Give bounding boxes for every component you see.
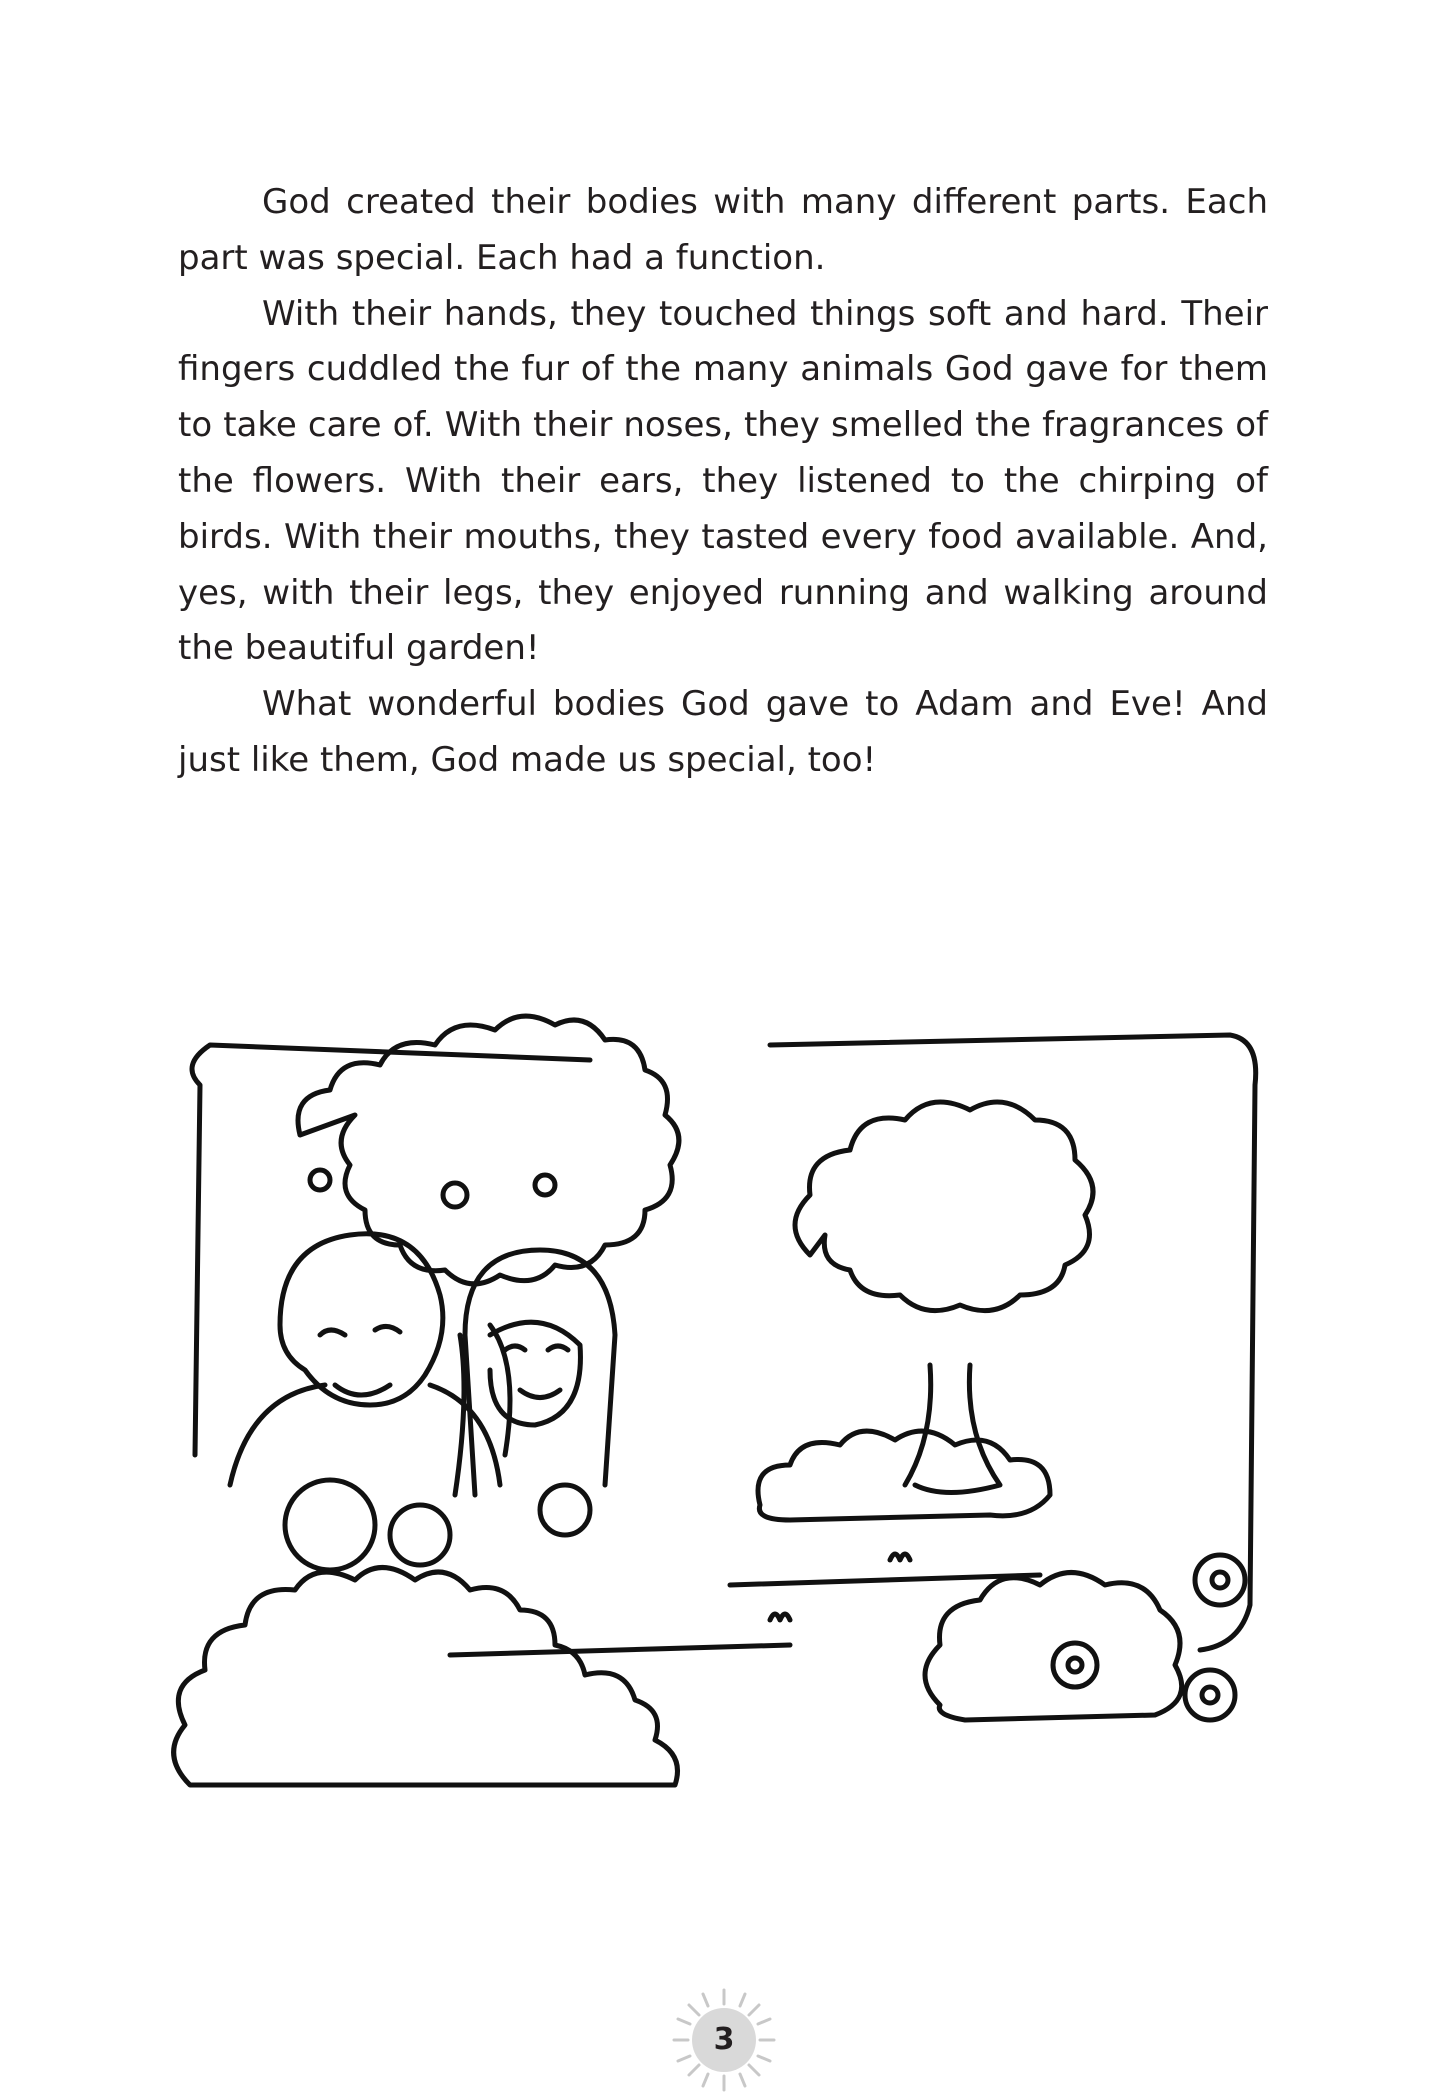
story-paragraph-3: What wonderful bodies God gave to Adam and Eve! And just like them, God made us special, too! bbox=[178, 684, 1268, 780]
foreground-bushes bbox=[174, 1568, 678, 1786]
page-number-wrapper bbox=[670, 1986, 778, 2094]
flower-1 bbox=[1053, 1643, 1097, 1687]
adam-figure bbox=[230, 1234, 500, 1570]
right-tree bbox=[795, 1102, 1093, 1493]
fruit bbox=[540, 1485, 590, 1535]
eve-figure bbox=[465, 1250, 615, 1535]
melon bbox=[285, 1480, 375, 1570]
garden-illustration bbox=[170, 795, 1290, 1995]
flower-3 bbox=[1185, 1670, 1235, 1720]
apple-3 bbox=[535, 1175, 555, 1195]
story-paragraph-2: With their hands, they touched things soft and hard. Their fingers cuddled the fur of the many animals God gave for them to take care of. With their noses, they smelled the fragrances of the flowers. With their ears, they listened to the chirping of birds. With their mouths, they tasted every food available. And, yes, with their legs, they enjoyed running and walking around the beautiful garden! bbox=[178, 293, 1268, 669]
apple-tree bbox=[298, 1016, 679, 1495]
story-paragraph-1: God created their bodies with many different parts. Each part was special. Each had a function. bbox=[178, 182, 1268, 278]
apple-1 bbox=[443, 1183, 467, 1207]
story-text bbox=[178, 175, 1268, 789]
page-number: 3 bbox=[713, 2022, 735, 2057]
apple-2 bbox=[310, 1170, 330, 1190]
flower-2 bbox=[1195, 1555, 1245, 1605]
